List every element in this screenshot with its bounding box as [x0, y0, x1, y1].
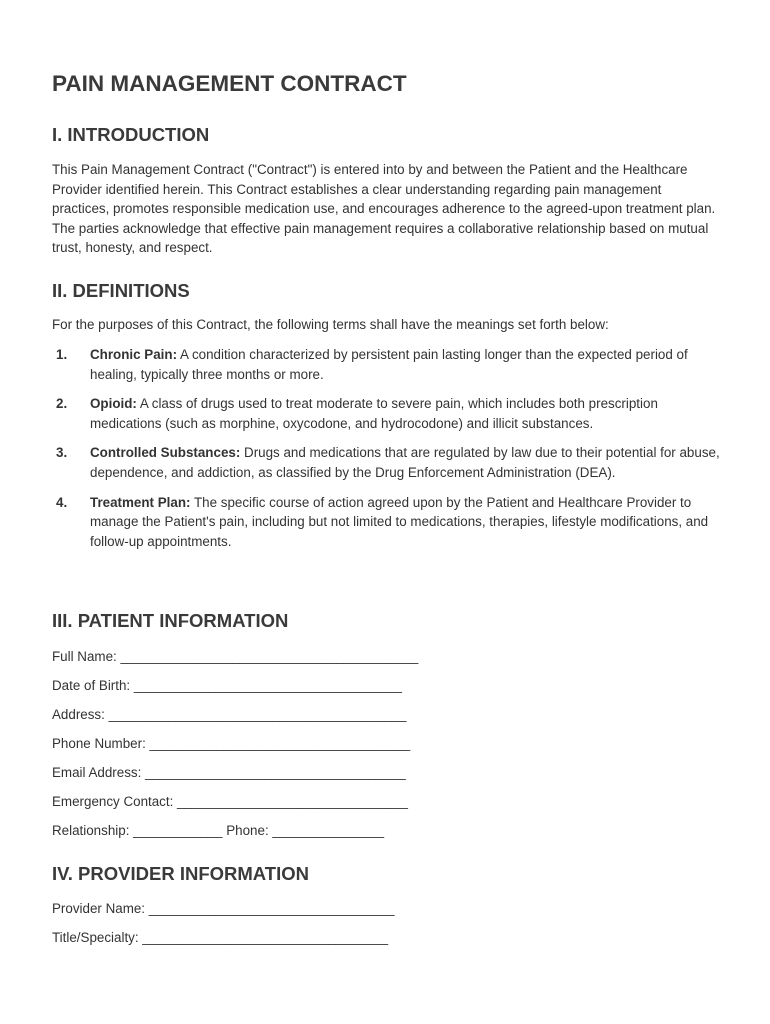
- email-address-field[interactable]: Email Address: ___________________________________: [52, 765, 406, 780]
- definition-number: 2.: [56, 396, 68, 412]
- address-field[interactable]: Address: ________________________________________: [52, 707, 407, 722]
- provider-name-field[interactable]: Provider Name: _________________________________: [52, 901, 395, 916]
- definition-term: Treatment Plan:: [90, 494, 191, 510]
- phone-number-field[interactable]: Phone Number: ___________________________________: [52, 736, 411, 751]
- introduction-body: This Pain Management Contract ("Contract") is entered into by and between the Patient and the Healthcare Provider identified herein. This Contract establishes a clear understanding regarding pain management practices, promotes responsible medication use, and encourages adherence to the agreed-upon treatment plan. The parties acknowledge that effective pain management requires a collaborative relationship based on mutual trust, honesty, and respect.: [52, 162, 716, 256]
- relationship-phone-field[interactable]: Relationship: ____________ Phone: _______________: [52, 823, 385, 838]
- definition-text: The specific course of action agreed upon by the Patient and Healthcare Provider to manage the Patient's pain, including but not limited to medications, therapies, lifestyle modifications, and follow-up appointments.: [90, 494, 709, 549]
- definition-item-controlled-substances: [52, 443, 720, 482]
- title-specialty-field[interactable]: Title/Specialty: _________________________________: [52, 930, 389, 945]
- definition-item-chronic-pain: [52, 345, 720, 384]
- definition-text: A class of drugs used to treat moderate to severe pain, which includes both prescription medications (such as morphine, oxycodone, and hydrocodone) and illicit substances.: [90, 396, 658, 431]
- definition-number: 3.: [56, 445, 68, 461]
- definition-term: Opioid:: [90, 396, 137, 412]
- definitions-list: [52, 345, 720, 561]
- document-title: PAIN MANAGEMENT CONTRACT: [52, 71, 407, 96]
- provider-information-heading: IV. PROVIDER INFORMATION: [52, 863, 309, 884]
- definition-number: 4.: [56, 494, 68, 510]
- definition-term: Controlled Substances:: [90, 445, 241, 461]
- definition-term: Chronic Pain:: [90, 347, 178, 362]
- definition-item-treatment-plan: [52, 493, 720, 552]
- definition-number: 1.: [56, 347, 68, 362]
- definitions-intro: For the purposes of this Contract, the following terms shall have the meanings set forth below:: [52, 317, 609, 332]
- definitions-heading: II. DEFINITIONS: [52, 280, 190, 301]
- emergency-contact-field[interactable]: Emergency Contact: _______________________________: [52, 794, 408, 809]
- introduction-heading: I. INTRODUCTION: [52, 124, 210, 145]
- full-name-field[interactable]: Full Name: ________________________________________: [52, 649, 419, 664]
- definition-text: Drugs and medications that are regulated by law due to their potential for abuse, dependence, and addiction, as classified by the Drug Enforcement Administration (DEA).: [90, 445, 720, 480]
- definition-text: A condition characterized by persistent pain lasting longer than the expected period of healing, typically three months or more.: [90, 347, 688, 382]
- date-of-birth-field[interactable]: Date of Birth: ____________________________________: [52, 678, 402, 693]
- patient-information-heading: III. PATIENT INFORMATION: [52, 610, 289, 631]
- definition-item-opioid: [52, 394, 720, 433]
